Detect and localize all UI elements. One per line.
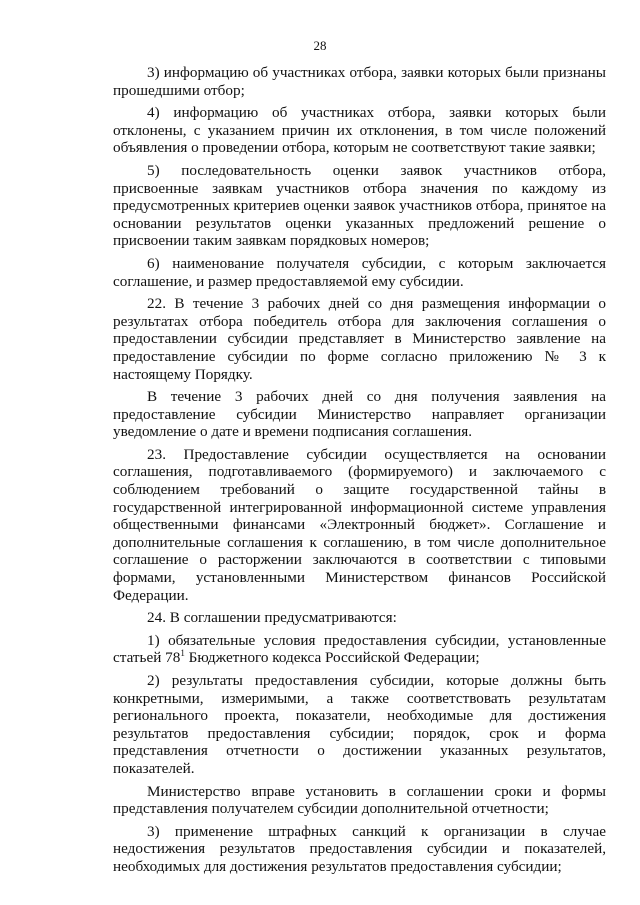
clause-24-item-3: 3) применение штрафных санкций к организации в случае недостижения результатов предоставления субсидии и показателей, необходимых для достижения результатов предоставления субсидии; (113, 822, 606, 875)
document-body (113, 64, 606, 881)
clause-24-heading: 24. В соглашении предусматриваются: (147, 609, 397, 627)
list-item-3: 3) информацию об участниках отбора, заявки которых были признаны прошедшими отбор; (113, 64, 606, 99)
list-item-6: 6) наименование получателя субсидии, с которым заключается соглашение, и размер предоставляемой ему субсидии. (113, 254, 606, 290)
clause-24-item-1-text: 1) обязательные условия предоставления субсидии, установленные статьей 78 (113, 631, 606, 667)
clause-22-notice: В течение 3 рабочих дней со дня получения заявления на предоставление субсидии Министерство направляет организации уведомление о дате и времени подписания соглашения. (113, 388, 606, 441)
clause-24-ministry-note: Министерство вправе установить в соглашении сроки и формы представления получателем субсидии дополнительной отчетности; (113, 782, 606, 818)
clause-22: 22. В течение 3 рабочих дней со дня размещения информации о результатах отбора победитель отбора для заключения соглашения о предоставлении субсидии представляет в Министерство заявление на предоставление субсидии по форме согласно приложению № 3 к настоящему Порядку. (113, 295, 606, 383)
clause-24-item-1 (113, 632, 606, 667)
clause-24-item-1-text-end: Бюджетного кодекса Российской Федерации; (184, 649, 480, 667)
list-item-5: 5) последовательность оценки заявок участников отбора, присвоенные заявкам участников отбора значения по каждому из предусмотренных критериев оценки заявок участников отбора, принятое на основании результатов оценки указанных предложений решение о присвоении таким заявкам порядковых номеров; (113, 161, 606, 250)
page-number: 28 (313, 38, 327, 53)
list-item-4: 4) информацию об участниках отбора, заявки которых были отклонены, с указанием причин их отклонения, в том числе положений объявления о проведении отбора, которым не соответствуют такие заявки; (113, 104, 606, 157)
clause-24-item-2: 2) результаты предоставления субсидии, которые должны быть конкретными, измеримыми, а также соответствовать результатам регионального проекта, показатели, необходимые для достижения результатов предоставления субсидии; порядок, срок и форма представления отчетности о достижении указанных результатов, показателей. (113, 672, 606, 777)
clause-23: 23. Предоставление субсидии осуществляется на основании соглашения, подготавливаемого (формируемого) и заключаемого с соблюдением требований о защите государственной тайны в государственной интегрированной информационной системе управления общественными финансами «Электронный бюджет». Соглашение и дополнительные соглашения к соглашению, в том числе дополнительное соглашение о расторжении заключаются в соответствии с типовыми формами, установленными Министерством финансов Российской Федерации. (113, 445, 606, 604)
article-superscript: 1 (180, 648, 185, 659)
